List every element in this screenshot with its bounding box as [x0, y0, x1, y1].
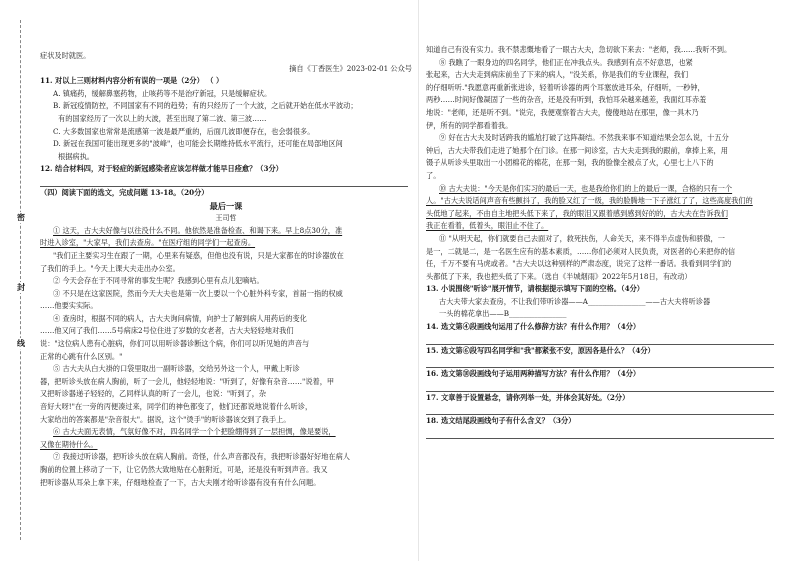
right-column	[426, 44, 778, 439]
left-column	[40, 50, 412, 489]
column-divider	[418, 0, 419, 561]
seal-margin	[10, 0, 32, 561]
text-line: ⑨ 好在古大夫及时话跨我的尴尬打破了这阵凝结。不然我来事不知道结果会怎么说，十五分	[439, 133, 729, 143]
answer-line	[426, 334, 774, 345]
text-line: 时进入诊室，"大家早，我们去查房。"在医疗组的同学们一起查房。	[40, 238, 256, 248]
text-line: 最后一课	[209, 200, 243, 211]
text-line: 张起来，古大夫走到病床前坐了下来的病人，"没关系，你是我们的专业课程，我们	[426, 70, 689, 80]
text-line: 知道自己有没有实力。我不禁悲慨地看了一眼古大夫，急切欲下来去："老师，我……我听不到。	[426, 45, 732, 54]
text-line: 音好大呀!"在一旁的丙便凑过来，同学们的神色都变了，他们还都说地说着什么听诊，	[40, 402, 313, 412]
text-line: 正常的心跳有什么区别。"	[40, 351, 123, 361]
text-line: 任，千万不要有马虎或者。"古大夫以这种别样的严肃态度，说完了这样一番话。我看到同学们的	[426, 259, 732, 269]
text-line: 17. 文章善于设置悬念，请你列举一处，并体会其好处。（2分）	[426, 392, 630, 402]
text-line: ② 今天会存在于不同寻常的事发生呢？我感到心里有点儿犯嘀咕。	[53, 276, 264, 286]
text-line: ⑪ "从明天起，你们就要自己去面对了，救死扶伤，人命关天，来不得半点虚伪和骄傲，一	[439, 233, 725, 243]
seal-mark-mi: 密	[17, 213, 25, 222]
answer-line	[426, 357, 774, 368]
text-line: 又把听诊器递子轻轻的，乙同样认真的听了一会儿，也说："听到了，杂	[40, 389, 267, 399]
text-line: 王司哲	[215, 214, 237, 223]
text-line: ……他又问了我们……5号病床2号位住进了岁数的女老者，古大夫轻轻地对我们	[40, 326, 294, 336]
seal-mark-feng: 封	[17, 283, 25, 292]
text-line: 15. 选文第⑥段写四名同学和"我"都紧张不安，原因各是什么？（4分）	[426, 345, 655, 355]
text-line: 把听诊器从耳朵上拿下来，仔细地检查了一下，古大夫刚才给听诊器有没有有什么问题。	[40, 477, 321, 487]
text-line: 人。"古大夫说话间声音有些颤抖了，我的脸又红了一级，我的脸腾地一下子涨红了了，这些高度我们的	[426, 196, 753, 206]
text-line: 伊，所有的同学都看着我。	[426, 120, 513, 130]
text-line: 根据病执。	[58, 151, 94, 161]
text-line: A. 镇痛药，缓解鼻塞药物，止咳药等不是治疗新冠，只是缓解症状。	[53, 88, 272, 98]
seal-dashed-line	[20, 20, 21, 540]
text-line: ④ 查房时，根据不同的病人，古大夫询问病情，向护士了解到病人用药后的变化	[53, 313, 307, 323]
text-line: 13. 小说围绕"听诊"展开情节，请根据提示填写下面的空格。（4分）	[426, 284, 644, 294]
text-line: 11. 对以上三则材料内容分析有误的一项是（2分） （ ）	[40, 76, 224, 86]
text-line: ⑧ 我瞧了一眼身边的四名同学，他们正在冲我点头。我感到有点不好意思，也紧	[439, 57, 693, 67]
text-line: 14. 选文第④段画线句运用了什么修辞方法？有什么作用？（4分）	[426, 322, 641, 332]
text-line: 12. 结合材料四，对于轻症的新冠感染者应该怎样做才能早日痊愈？（3分）	[40, 164, 283, 174]
text-line: 摘自《丁香医生》2023-02-01 公众号	[289, 63, 412, 73]
text-line: ⑩ 古大夫说："今天是你们实习的最后一天，也是我给你们的上的最后一课，合格的只有一个	[439, 183, 733, 193]
text-line: 有的国家经历了一次以上的大波，甚至出现了第二波、第三波……	[58, 113, 267, 123]
text-line: ① 这天，古大夫好像与以往没什么不同。他依然是准备检查、和谒下来。早上8点30分，准	[53, 225, 343, 235]
text-line: C. 大多数国家也常常是流感第一波是最严重的，后面几波即便存在，也会弱很多。	[53, 126, 315, 136]
text-line: 18. 选文结尾段画线句子有什么含义？（3分）	[426, 416, 576, 426]
text-line: 钟后，古大夫带我们走进了她那个在门诊。在那一间诊室，古大夫走到我的跟前，拿捧上来，用	[426, 145, 728, 155]
text-line: 了我们的手上。"今天上课大夫走出办公室。	[40, 263, 180, 273]
text-line: 的仔细听听."我愿意再重新张进诊，轻着听诊器的两个耳塞放进耳朵，仔细听，一秒钟，	[426, 82, 705, 92]
text-line: 又像在期待什么。	[40, 439, 98, 449]
seal-mark-xian: 线	[17, 339, 25, 348]
text-line: 头低地了起来，不由自主地把头低下来了，我的眼泪又跟着感到感到好的的，古大夫在告诉我们	[426, 208, 728, 218]
text-line: 症状及时就医。	[40, 51, 91, 60]
text-line: 大家给出的答案都是"杂音很大"。据说，这个"烫手"的听诊器该交到了我手上。	[40, 414, 291, 424]
text-line: 镊子从听诊头里取出一小团棉花的棉花，在那一刻，我的脸像全被点了火，心里七上八下的	[426, 158, 714, 168]
text-line: ⑤ 古大夫从白大褂的口袋里取出一副听诊器，交给另外这一个人，甲戴上听诊	[53, 364, 300, 374]
text-line: 是一，二就是二，是一名医生应有的基本素质，……你们必须对人民负责，对医者的心来把你的信	[426, 246, 736, 256]
text-line: ③ 不只是在这家医院，然而今天大夫也是第一次上要以一个心脏外科专家，首届一指的权威	[53, 288, 343, 298]
text-line: D. 新冠在我国可能出现更多的"波峰"，也可能会长期维持低水平流行，还可能在局部地区间	[53, 139, 343, 149]
text-line: 一头的棉花拿出——B________________	[439, 309, 567, 319]
text-line: 古大夫带大家去查房，不让我们带听诊器——A________________——古大夫将听诊器	[439, 296, 711, 306]
text-line: 16. 选文第⑩段画线句子运用两种描写方法？有什么作用？（4分）	[426, 369, 641, 379]
text-line: ⑦ 我接过听诊器，把听诊头放在病人胸前。奇怪，什么声音都没有，我把听诊器好好地在病人	[53, 452, 350, 462]
text-line: （四）阅读下面的选文，完成问题 13-18。（20分）	[40, 187, 209, 197]
text-line: 我正在看着，低着头，眼泪止不住了。	[426, 221, 549, 231]
text-line: ⑥ 古大夫面无表情，气氛好像不对，四名同学一个个把脸绷得到了一层担惆，像是要说，	[53, 427, 336, 437]
text-line: 胸前的位置上移动了一下，让它仍然大致地贴在心脏附近，可是，还是没有听到声音。我又	[40, 465, 328, 474]
answer-line	[426, 404, 774, 415]
answer-line	[426, 428, 774, 439]
text-line: 了。	[426, 170, 441, 180]
text-line: "我们正主要实习生在跟了一期，心里来有疑惑，但他也没有说，只是大家都在的时诊器放在	[53, 250, 344, 260]
text-line: 头都低了下来，我也把头低了下来。（选自《半城烟雨》2022年5月18日，有改动）	[426, 271, 692, 281]
text-line: ……他要实实际。	[40, 301, 98, 311]
text-line: 器，把听诊头放在病人胸前，听了一会儿，他轻轻地说："听到了，好像有杂音……"说着，甲	[40, 376, 335, 386]
text-line: B. 新冠疫情防控，不同国家有不同的趋势；有的只经历了一个大波，之后就开始在低水平波动；	[53, 101, 358, 111]
text-line: 两秒……时间好像凝固了一些的杂音，还是没有听到，我怕耳朵越来越差，我面红耳赤羞	[426, 95, 707, 105]
text-line: 说："这位病人患有心脏病，你们可以用听诊器诊断这个病，你们可以听见她的声音与	[40, 339, 310, 349]
answer-line	[426, 381, 774, 392]
text-line: 地说："老师，还是听不到。"说完，我便观察着古大夫，傻傻地站在那里，像一具木乃	[426, 107, 699, 117]
answer-line	[40, 176, 408, 187]
